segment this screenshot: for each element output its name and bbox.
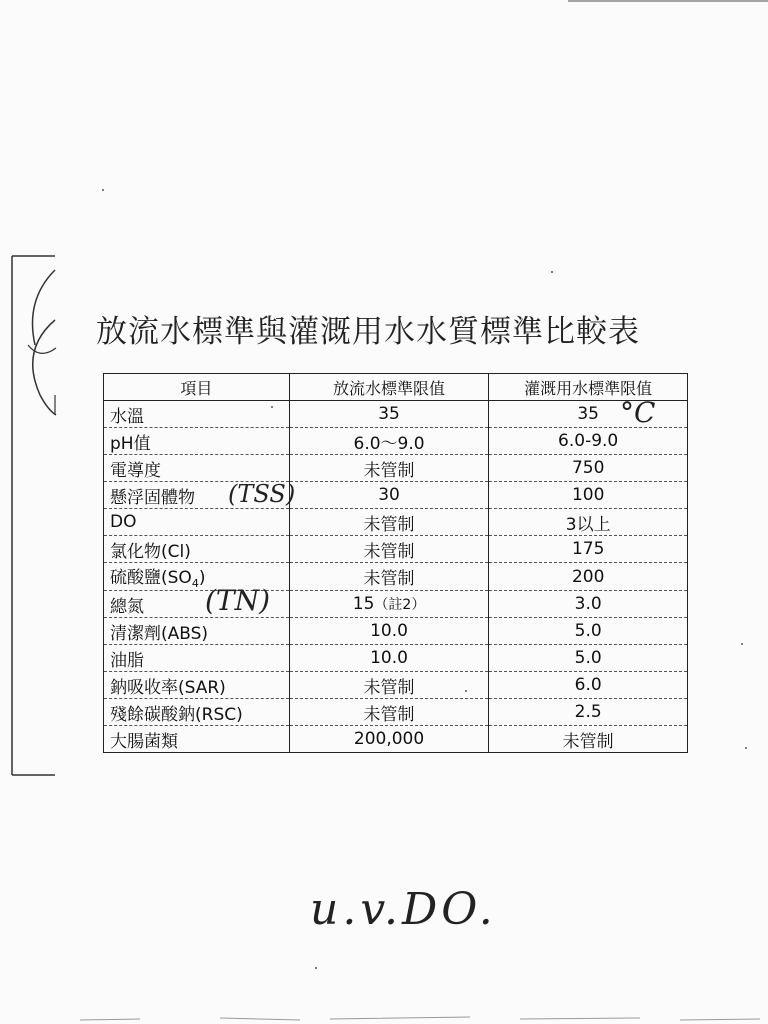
effluent-value: 10.0 — [289, 618, 489, 645]
table-row — [104, 536, 688, 563]
row-item: 氯化物(Cl) — [104, 536, 290, 563]
irrigation-value: 6.0-9.0 — [489, 428, 688, 455]
row-item: pH值 — [104, 428, 290, 455]
table-row — [104, 699, 688, 726]
table-row — [104, 645, 688, 672]
table-row — [104, 428, 688, 455]
effluent-value: 10.0 — [289, 645, 489, 672]
effluent-value: 未管制 — [289, 509, 489, 536]
header-item: 項目 — [104, 374, 290, 401]
effluent-value: 200,000 — [289, 726, 489, 753]
effluent-value: 未管制 — [289, 672, 489, 699]
row-item: 懸浮固體物 — [104, 482, 290, 509]
footnote-ref: （註2） — [374, 597, 426, 613]
row-item: 總氮 — [104, 591, 290, 618]
table-row — [104, 591, 688, 618]
row-item: 鈉吸收率(SAR) — [104, 672, 290, 699]
row-item: 清潔劑(ABS) — [104, 618, 290, 645]
effluent-value: 30 — [289, 482, 489, 509]
effluent-value: 未管制 — [289, 699, 489, 726]
irrigation-value: 5.0 — [489, 618, 688, 645]
table-row — [104, 726, 688, 753]
irrigation-value: 未管制 — [489, 726, 688, 753]
handwritten-tss: (TSS) — [228, 480, 296, 508]
irrigation-value: 35 — [489, 401, 688, 428]
row-item: 殘餘碳酸鈉(RSC) — [104, 699, 290, 726]
comparison-table — [103, 373, 688, 753]
effluent-value — [289, 591, 489, 618]
effluent-value: 未管制 — [289, 563, 489, 591]
table-row — [104, 401, 688, 428]
irrigation-value: 2.5 — [489, 699, 688, 726]
row-item: 油脂 — [104, 645, 290, 672]
table-row — [104, 618, 688, 645]
table-row — [104, 563, 688, 591]
item-text: 硫酸鹽(SO — [110, 568, 192, 588]
effluent-value: 未管制 — [289, 455, 489, 482]
irrigation-value: 200 — [489, 563, 688, 591]
row-item: 電導度 — [104, 455, 290, 482]
irrigation-value: 6.0 — [489, 672, 688, 699]
effluent-value: 未管制 — [289, 536, 489, 563]
table-row — [104, 509, 688, 536]
irrigation-value: 3.0 — [489, 591, 688, 618]
row-item: 大腸菌類 — [104, 726, 290, 753]
header-effluent-limit: 放流水標準限值 — [289, 374, 489, 401]
table-row — [104, 482, 688, 509]
irrigation-value: 100 — [489, 482, 688, 509]
effluent-number: 15 — [352, 594, 375, 614]
row-item: DO — [104, 509, 290, 536]
item-subscript: 4 — [191, 577, 199, 590]
table-header-row — [104, 374, 688, 401]
document-title: 放流水標準與灌溉用水水質標準比較表 — [96, 314, 640, 350]
handwritten-celsius: °C — [620, 396, 656, 429]
row-item: 水溫 — [104, 401, 290, 428]
table-row — [104, 672, 688, 699]
effluent-value: 35 — [289, 401, 489, 428]
handwritten-bottom-note: u.v.DO. — [310, 884, 497, 935]
header-irrigation-limit: 灌溉用水標準限值 — [489, 374, 688, 401]
effluent-value: 6.0～9.0 — [289, 428, 489, 455]
handwritten-tn: (TN) — [205, 584, 271, 617]
irrigation-value: 750 — [489, 455, 688, 482]
item-text-suffix: ) — [198, 568, 206, 588]
irrigation-value: 5.0 — [489, 645, 688, 672]
irrigation-value: 175 — [489, 536, 688, 563]
irrigation-value: 3以上 — [489, 509, 688, 536]
table-row — [104, 455, 688, 482]
